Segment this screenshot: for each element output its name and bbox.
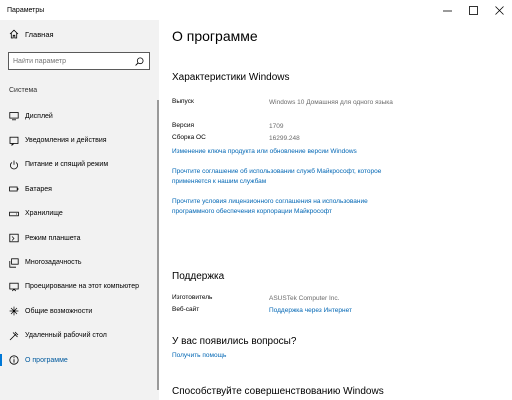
- battery-icon: [9, 184, 19, 194]
- power-icon: [9, 160, 19, 170]
- tablet-mode-icon: [9, 233, 19, 243]
- spec-edition-row: [172, 98, 409, 108]
- support-key: Веб-сайт: [172, 306, 200, 313]
- sidebar-item-multitasking[interactable]: [0, 250, 157, 274]
- sidebar-nav: [0, 104, 157, 372]
- spec-value: Windows 10 Домашняя для одного языка: [269, 99, 393, 106]
- sidebar-item-label: Дисплей: [25, 112, 53, 120]
- info-icon: [9, 355, 19, 365]
- support-site-row: [172, 306, 352, 316]
- notifications-icon: [9, 136, 19, 146]
- spec-key: Выпуск: [172, 98, 194, 105]
- change-product-key-link[interactable]: Изменение ключа продукта или обновление версии Windows: [172, 148, 357, 155]
- sidebar-item-shared-experiences[interactable]: [0, 299, 157, 323]
- sidebar-item-label: Удаленный рабочий стол: [25, 332, 107, 340]
- search-box[interactable]: [8, 52, 150, 70]
- license-terms-link[interactable]: Прочтите условия лицензионного соглашения на использование программного обеспечения корпорации Майкрософт: [172, 198, 368, 215]
- sidebar-item-label: Батарея: [25, 185, 52, 193]
- sidebar-item-label: Проецирование на этот компьютер: [25, 283, 139, 291]
- online-support-link[interactable]: Поддержка через Интернет: [269, 307, 352, 314]
- sidebar-item-label: О программе: [25, 356, 68, 364]
- services-agreement-link[interactable]: Прочтите соглашение об использовании служб Майкрософт, которое применяется к нашим службам: [172, 168, 382, 185]
- sidebar-item-about[interactable]: [0, 348, 157, 372]
- support-maker-row: [172, 294, 439, 304]
- search-icon[interactable]: [135, 57, 144, 66]
- spec-value: 1709: [269, 123, 284, 130]
- sidebar-item-label: Хранилище: [25, 210, 63, 218]
- sidebar-item-label: Многозадачность: [25, 259, 82, 267]
- spec-key: Версия: [172, 122, 194, 129]
- display-icon: [9, 111, 19, 121]
- support-heading: Поддержка: [172, 271, 225, 282]
- sidebar-item-remote-desktop[interactable]: [0, 324, 157, 348]
- sidebar-item-label: Общие возможности: [25, 307, 93, 315]
- home-label: Главная: [25, 29, 54, 39]
- home-link[interactable]: [9, 29, 54, 39]
- main-content: [172, 0, 502, 400]
- sidebar-item-tablet-mode[interactable]: [0, 226, 157, 250]
- home-icon: [9, 29, 19, 39]
- support-key: Изготовитель: [172, 294, 213, 301]
- projecting-icon: [9, 282, 19, 292]
- spec-key: Сборка ОС: [172, 134, 206, 141]
- sidebar-item-display[interactable]: [0, 104, 157, 128]
- spec-version-row: [172, 122, 439, 132]
- page-title: О программе: [172, 28, 258, 44]
- window-title: Параметры: [7, 6, 45, 14]
- spec-value: 16299.248: [269, 135, 300, 142]
- get-help-link[interactable]: Получить помощь: [172, 352, 227, 359]
- spec-build-row: [172, 134, 439, 144]
- questions-heading: У вас появились вопросы?: [172, 336, 297, 347]
- section-label-system: Система: [9, 87, 38, 94]
- support-value: ASUSTek Computer Inc.: [269, 295, 340, 302]
- multitasking-icon: [9, 258, 19, 268]
- search-input[interactable]: [13, 58, 133, 65]
- sidebar-item-battery[interactable]: [0, 177, 157, 201]
- sidebar-item-label: Режим планшета: [25, 234, 81, 242]
- sidebar-item-storage[interactable]: [0, 202, 157, 226]
- sidebar-item-power[interactable]: [0, 153, 157, 177]
- improve-heading: Способствуйте совершенствованию Windows: [172, 386, 384, 397]
- sidebar-item-label: Уведомления и действия: [25, 137, 107, 145]
- shared-experiences-icon: [9, 306, 19, 316]
- storage-icon: [9, 209, 19, 219]
- specs-heading: Характеристики Windows: [172, 72, 290, 83]
- remote-desktop-icon: [9, 331, 19, 341]
- sidebar-item-label: Питание и спящий режим: [25, 161, 109, 169]
- sidebar-scrollbar[interactable]: [157, 100, 159, 390]
- sidebar-item-projecting[interactable]: [0, 275, 157, 299]
- sidebar-item-notifications[interactable]: [0, 128, 157, 152]
